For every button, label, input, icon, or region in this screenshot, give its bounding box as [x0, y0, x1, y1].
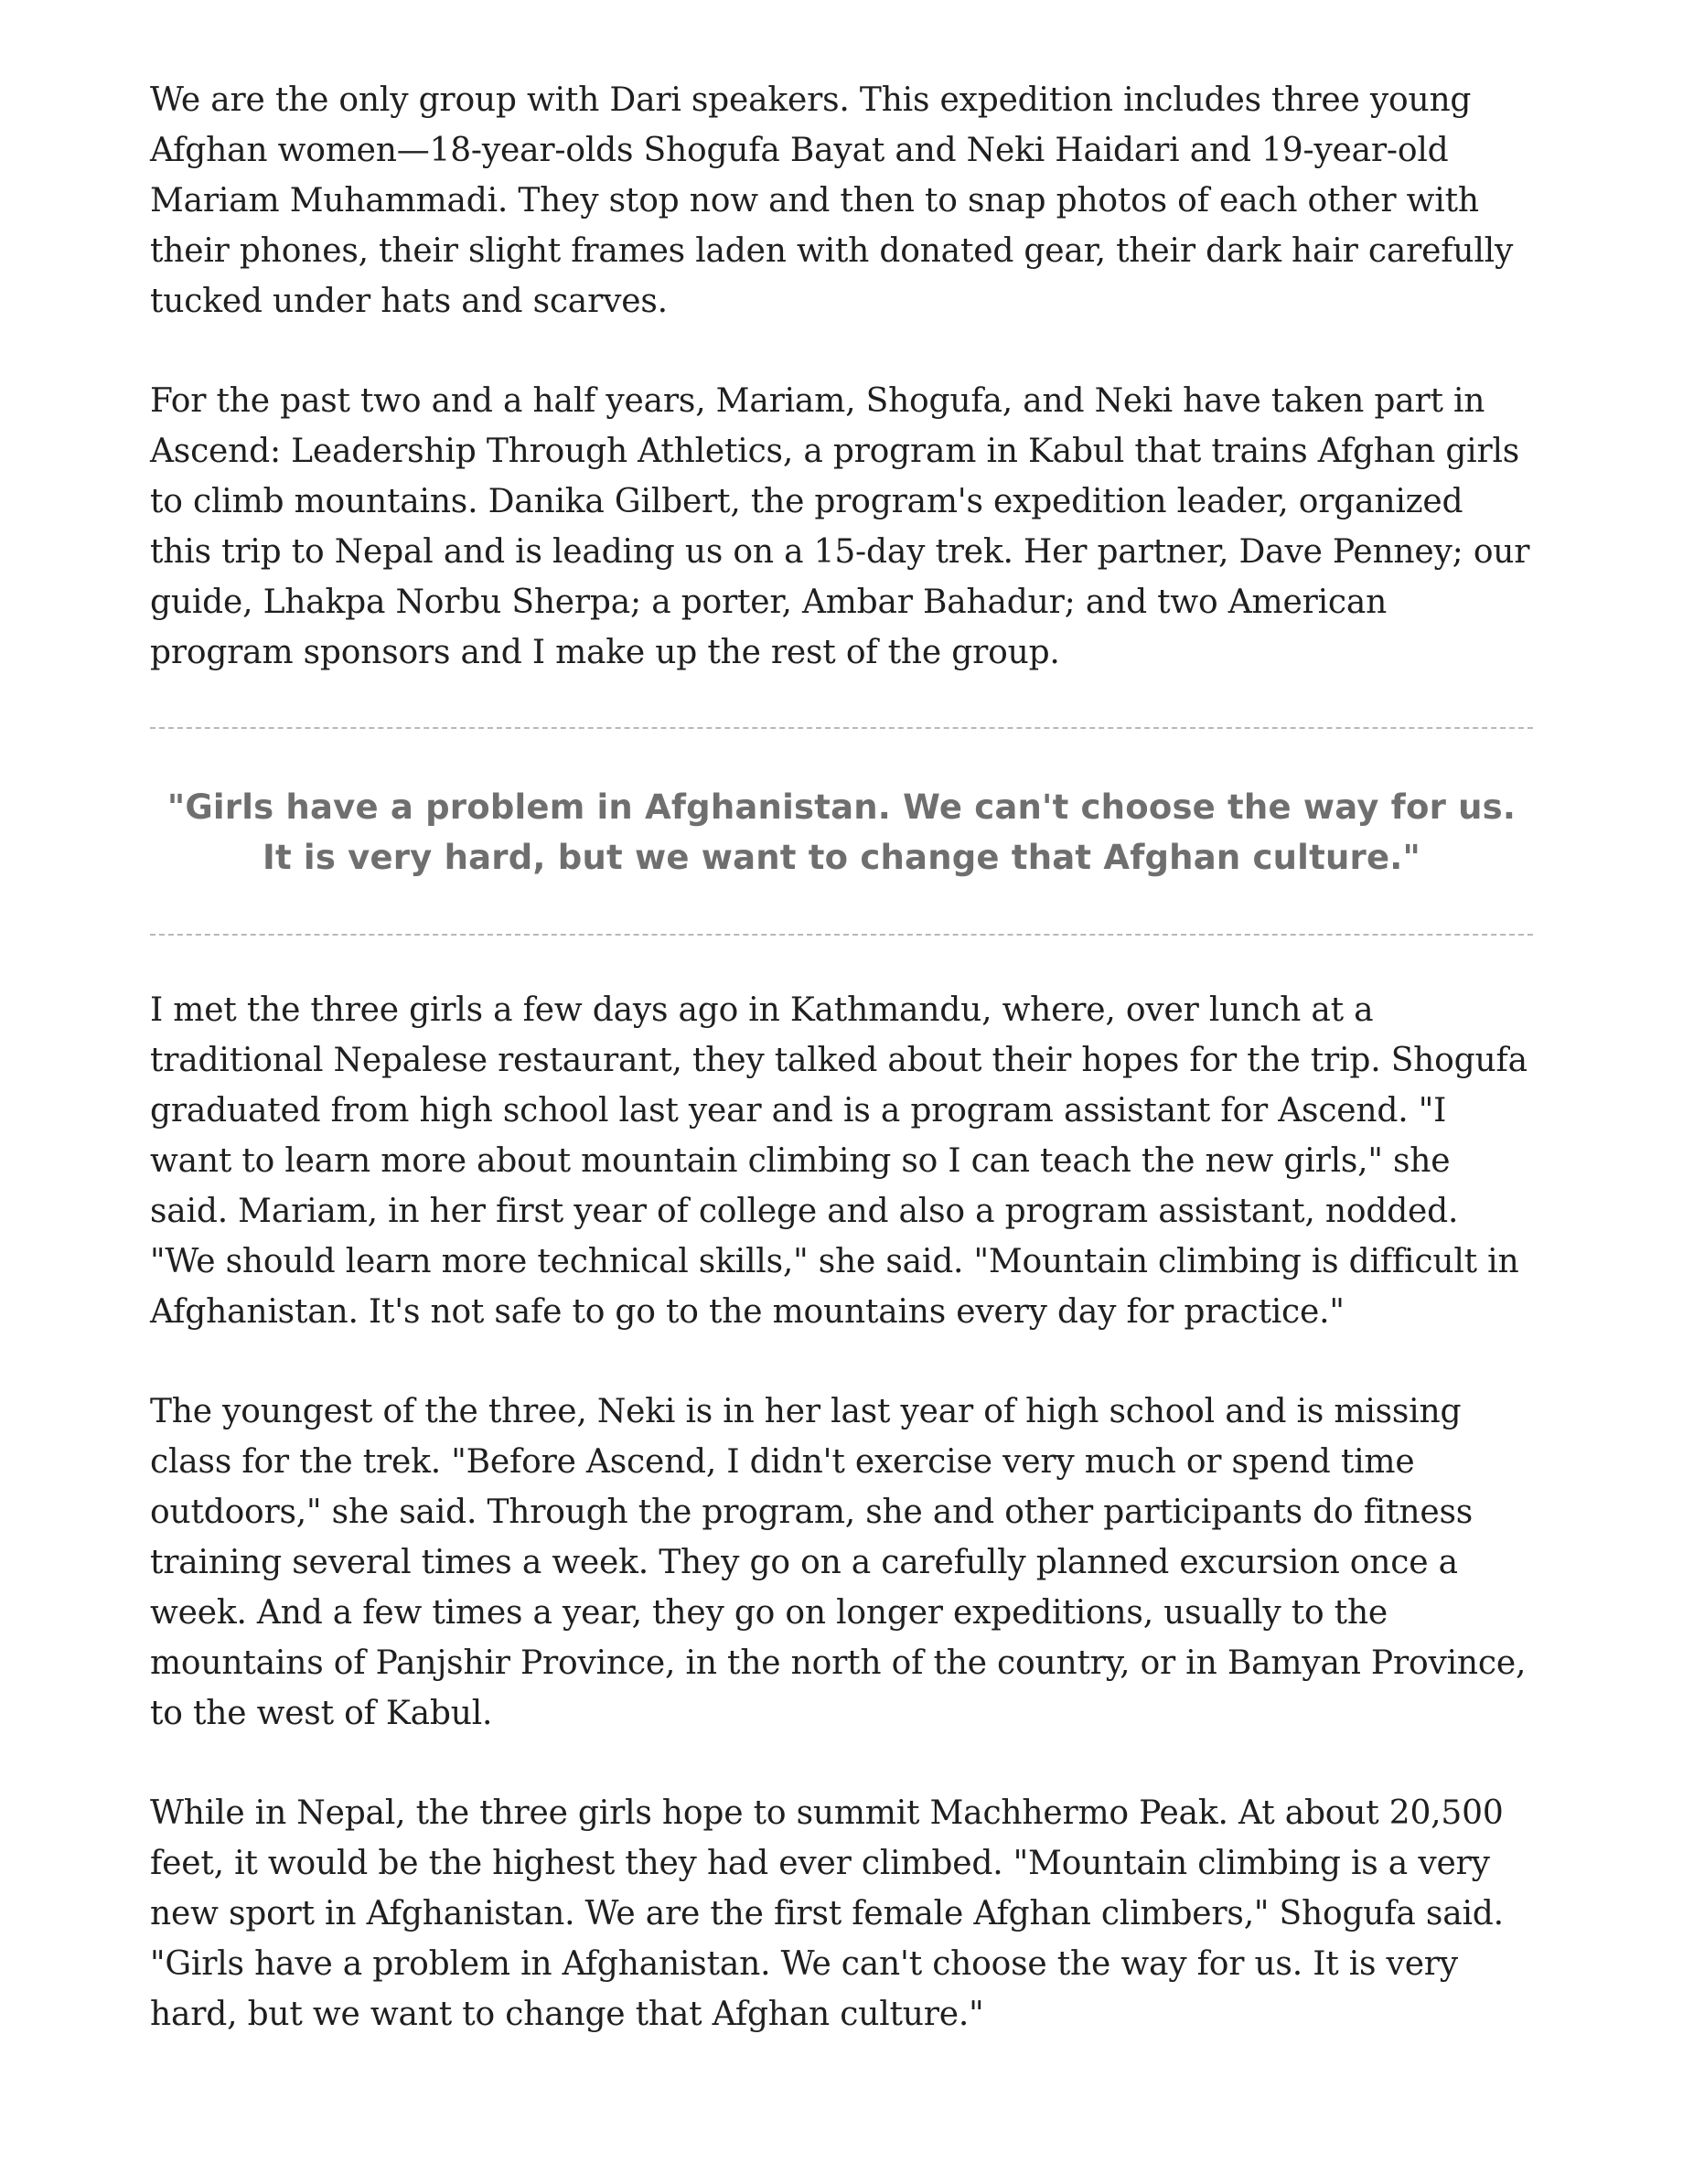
article-body — [150, 75, 1533, 2089]
paragraph: For the past two and a half years, Mariam, Shogufa, and Neki have taken part in Ascend: Leadership Through Athletics, a program in Kabul that trains Afghan girls to climb mountains. Danika Gilbert, the program's expedition leader, organized this trip to Nepal and is leading us on a 15-day trek. Her partner, Dave Penney; our guide, Lhakpa Norbu Sherpa; a porter, Ambar Bahadur; and two American program sponsors and I make up the rest of the group. — [150, 382, 1530, 671]
paragraph: I met the three girls a few days ago in Kathmandu, where, over lunch at a traditional Nepalese restaurant, they talked about their hopes for the trip. Shogufa graduated from high school last year and is a program assistant for Ascend. "I want to learn more about mountain climbing so I can teach the new girls," she said. Mariam, in her first year of college and also a program assistant, nodded. "We should learn more technical skills," she said. "Mountain climbing is difficult in Afghanistan. It's not safe to go to the mountains every day for practice." — [150, 991, 1528, 1331]
pull-quote: "Girls have a problem in Afghanistan. We can't choose the way for us. It is very hard, but we want to change that Afghan culture." — [150, 727, 1533, 936]
paragraph: While in Nepal, the three girls hope to summit Machhermo Peak. At about 20,500 feet, it would be the highest they had ever climbed. "Mountain climbing is a very new sport in Afghanistan. We are the first female Afghan climbers," Shogufa said. "Girls have a problem in Afghanistan. We can't choose the way for us. It is very hard, but we want to change that Afghan culture." — [150, 1794, 1504, 2033]
paragraph: The youngest of the three, Neki is in her last year of high school and is missing class for the trek. "Before Ascend, I didn't exercise very much or spend time outdoors," she said. Through the program, she and other participants do fitness training several times a week. They go on a carefully planned excursion once a week. And a few times a year, they go on longer expeditions, usually to the mountains of Panjshir Province, in the north of the country, or in Bamyan Province, to the west of Kabul. — [150, 1393, 1527, 1732]
paragraph: We are the only group with Dari speakers. This expedition includes three young Afghan women—18-year-olds Shogufa Bayat and Neki Haidari and 19-year-old Mariam Muhammadi. They stop now and then to snap photos of each other with their phones, their slight frames laden with donated gear, their dark hair carefully tucked under hats and scarves. — [150, 81, 1514, 320]
